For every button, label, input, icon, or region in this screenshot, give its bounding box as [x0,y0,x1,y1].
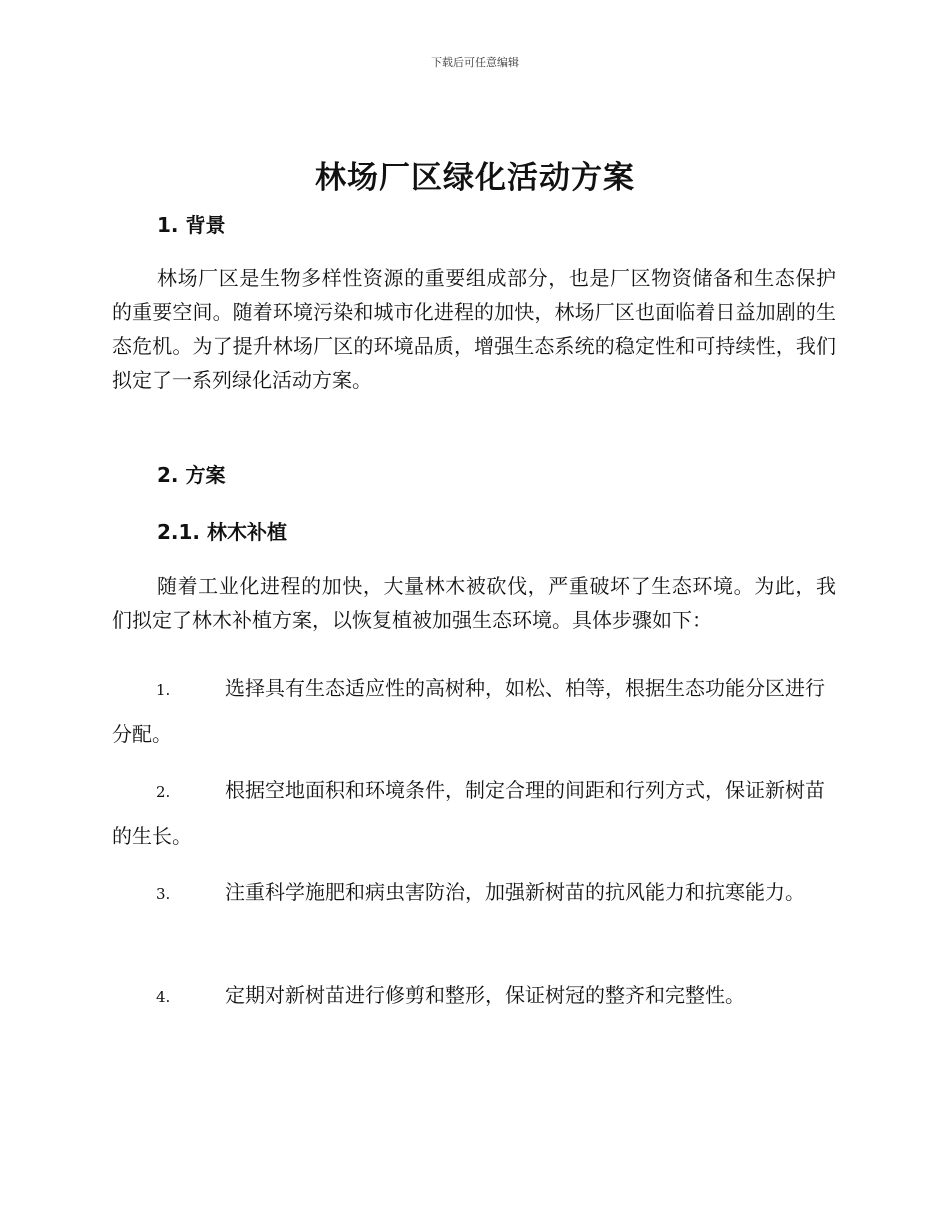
list-item-text: 注重科学施肥和病虫害防治，加强新树苗的抗风能力和抗寒能力。 [225,880,805,904]
list-item [112,973,836,1019]
list-item [112,768,836,858]
list-item-number: 2. [156,783,171,801]
section-heading-plan: 2. 方案 [157,463,226,487]
section-heading-background: 1. 背景 [157,213,226,237]
document-title: 林场厂区绿化活动方案 [315,160,635,196]
list-item-number: 3. [156,885,171,903]
replanting-paragraph: 随着工业化进程的加快，大量林木被砍伐，严重破坏了生态环境。为此，我们拟定了林木补植方案，以恢复植被加强生态环境。具体步骤如下： [112,574,836,632]
header-note: 下载后可任意编辑 [431,56,519,69]
list-item-number: 1. [156,681,171,699]
list-item-text: 根据空地面积和环境条件，制定合理的间距和行列方式，保证新树苗的生长。 [112,778,825,848]
list-item-text: 选择具有生态适应性的高树种，如松、柏等，根据生态功能分区进行分配。 [112,676,825,746]
background-paragraph: 林场厂区是生物多样性资源的重要组成部分，也是厂区物资储备和生态保护的重要空间。随着环境污染和城市化进程的加快，林场厂区也面临着日益加剧的生态危机。为了提升林场厂区的环境品质，增强生态系统的稳定性和可持续性，我们拟定了一系列绿化活动方案。 [112,266,836,392]
list-item-text: 定期对新树苗进行修剪和整形，保证树冠的整齐和完整性。 [225,983,745,1007]
subsection-heading-replanting: 2.1. 林木补植 [157,520,287,544]
list-item-number: 4. [156,988,171,1006]
list-item [112,870,836,916]
list-item [112,666,836,756]
